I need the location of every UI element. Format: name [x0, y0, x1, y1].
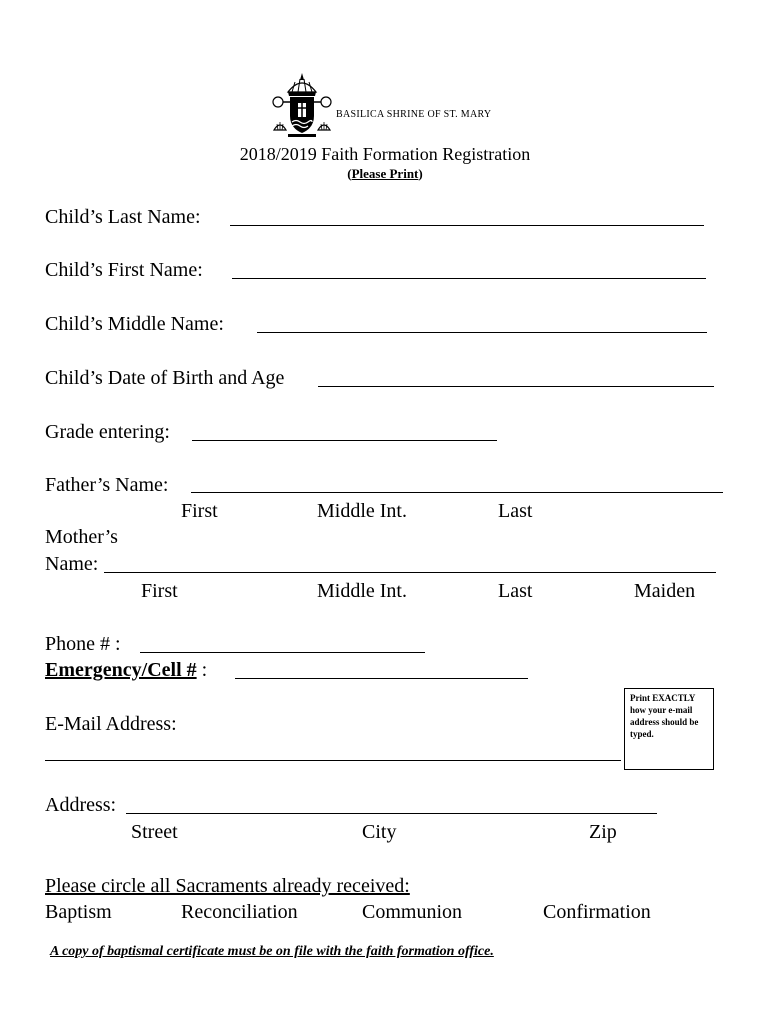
mother-middle-caption: Middle Int.: [317, 580, 407, 602]
emergency-label: [45, 658, 207, 682]
please-print-close: ): [418, 166, 423, 181]
emergency-label-text: Emergency/Cell #: [45, 659, 197, 681]
phone-line[interactable]: [140, 652, 425, 653]
dob-age-label: Child’s Date of Birth and Age: [45, 367, 285, 389]
please-print-note: [0, 166, 770, 182]
email-note-text: Print EXACTLY how your e-mail address should be typed.: [630, 693, 699, 739]
mother-name-label-line2: Name:: [45, 553, 99, 575]
father-first-caption: First: [181, 500, 218, 522]
father-last-caption: Last: [498, 500, 533, 522]
grade-label: Grade entering:: [45, 421, 170, 443]
email-note-box: [624, 688, 714, 770]
please-print-text: Please Print: [351, 166, 419, 181]
emergency-line[interactable]: [235, 678, 528, 679]
sacraments-heading: Please circle all Sacraments already received:: [45, 875, 410, 897]
child-middle-name-line[interactable]: [257, 332, 707, 333]
mother-last-caption: Last: [498, 580, 533, 602]
child-middle-name-label: Child’s Middle Name:: [45, 313, 224, 335]
parish-logo: [268, 70, 336, 142]
logo-text: BASILICA SHRINE OF ST. MARY: [336, 109, 492, 120]
baptismal-certificate-note: A copy of baptismal certificate must be on file with the faith formation office.: [50, 944, 494, 959]
mother-maiden-caption: Maiden: [634, 580, 696, 602]
child-first-name-label: Child’s First Name:: [45, 259, 203, 281]
father-name-label: Father’s Name:: [45, 474, 169, 496]
phone-label: Phone # :: [45, 633, 121, 655]
sacrament-confirmation[interactable]: Confirmation: [543, 901, 651, 923]
email-line[interactable]: [45, 760, 621, 761]
sacrament-baptism[interactable]: Baptism: [45, 901, 112, 923]
father-middle-caption: Middle Int.: [317, 500, 407, 522]
address-label: Address:: [45, 794, 117, 816]
mother-name-label-line1: Mother’s: [45, 526, 118, 548]
child-last-name-line[interactable]: [230, 225, 704, 226]
mother-first-caption: First: [141, 580, 178, 602]
child-last-name-label: Child’s Last Name:: [45, 206, 201, 228]
page-title: 2018/2019 Faith Formation Registration: [239, 144, 531, 164]
father-name-line[interactable]: [191, 492, 723, 493]
emergency-colon: :: [196, 659, 208, 681]
grade-line[interactable]: [192, 440, 497, 441]
please-print-open: (: [347, 166, 352, 181]
address-zip-caption: Zip: [589, 821, 617, 843]
mother-name-line[interactable]: [104, 572, 716, 573]
address-street-caption: Street: [131, 821, 178, 843]
email-label: E-Mail Address:: [45, 713, 177, 735]
basilica-seal-icon: [268, 70, 336, 142]
dob-age-line[interactable]: [318, 386, 714, 387]
sacrament-reconciliation[interactable]: Reconciliation: [181, 901, 298, 923]
address-line[interactable]: [126, 813, 657, 814]
address-city-caption: City: [362, 821, 397, 843]
child-first-name-line[interactable]: [232, 278, 706, 279]
sacrament-communion[interactable]: Communion: [362, 901, 463, 923]
